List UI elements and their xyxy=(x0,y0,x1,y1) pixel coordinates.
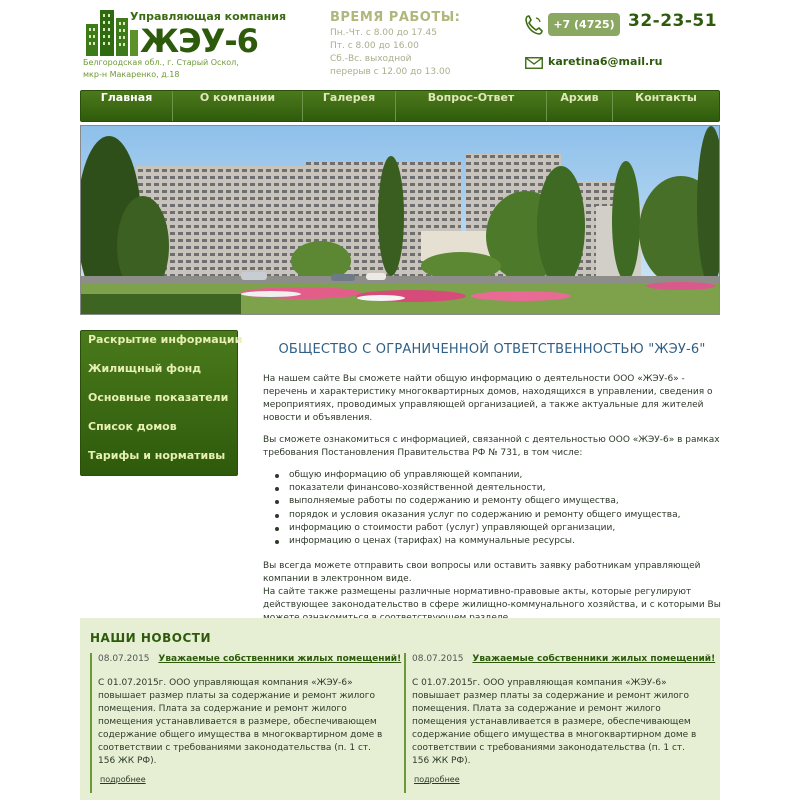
nav-item-archive[interactable]: Архив xyxy=(547,91,613,121)
intro-paragraph: На нашем сайте Вы сможете найти общую информацию о деятельности ООО «ЖЭУ-6» - перечень и характеристику многоквартирных домов, находящихся в управлении, сведения о мероприятиях, проводимых управляющей организацией, а также актуальные для жителей новости и объявления. xyxy=(263,374,713,423)
phone-code[interactable]: +7 (4725) xyxy=(548,13,620,36)
sidebar-item-key-indicators[interactable]: Основные показатели xyxy=(88,391,229,404)
news-title: НАШИ НОВОСТИ xyxy=(90,631,212,645)
info-list xyxy=(275,469,721,548)
logo-caption: Управляющая компания xyxy=(130,10,287,23)
news-section xyxy=(80,618,720,800)
legal-paragraph: На сайте также размещены различные нормативно-правовые акты, которые регулируют действующее законодательство в сфере жилищно-коммунального хозяйства, и с которыми Вы xyxy=(263,587,721,611)
read-more-link[interactable]: подробнее xyxy=(414,775,460,784)
news-headline-link[interactable]: Уважаемые собственники жилых помещений! xyxy=(472,654,716,664)
list-item: показатели финансово-хозяйственной деятельности, xyxy=(275,482,721,495)
banner-photo xyxy=(80,125,720,315)
news-item xyxy=(90,653,402,793)
nav-item-faq[interactable]: Вопрос-Ответ xyxy=(396,91,547,121)
working-hours-line: Пт. с 8.00 до 16.00 xyxy=(330,41,419,51)
phone-number[interactable]: 32-23-51 xyxy=(628,11,718,31)
address: Белгородская обл., г. Старый Оскол, мкр-н Макаренко, д.18 xyxy=(83,58,239,79)
city-buildings-image xyxy=(81,126,720,315)
sidebar-item-housing-stock[interactable]: Жилищный фонд xyxy=(88,362,202,375)
phone-icon xyxy=(524,14,544,36)
logo-name: ЖЭУ-6 xyxy=(140,22,258,60)
working-hours-line: перерыв с 12.00 до 13.00 xyxy=(330,67,451,77)
list-item: информацию о стоимости работ (услуг) управляющей организации, xyxy=(275,522,721,535)
sidebar-item-house-list[interactable]: Список домов xyxy=(88,420,177,433)
news-date: 08.07.2015 xyxy=(98,654,150,664)
nav-item-home[interactable]: Главная xyxy=(81,91,173,121)
news-header xyxy=(412,653,716,665)
logo[interactable] xyxy=(84,6,287,62)
nav-item-contacts[interactable]: Контакты xyxy=(635,91,697,104)
list-item: порядок и условия оказания услуг по содержанию и ремонту общего имущества, xyxy=(275,509,721,522)
nav-item-gallery[interactable]: Галерея xyxy=(303,91,396,121)
working-hours-line: Пн.-Чт. с 8.00 до 17.45 xyxy=(330,28,437,38)
envelope-icon xyxy=(525,57,543,69)
list-item: выполняемые работы по содержанию и ремонту общего имущества, xyxy=(275,495,721,508)
page-title: ОБЩЕСТВО С ОГРАНИЧЕННОЙ ОТВЕТСТВЕННОСТЬЮ "ЖЭУ-6" xyxy=(278,342,706,357)
main-nav xyxy=(80,90,720,122)
working-hours-line: Сб.-Вс. выходной xyxy=(330,54,412,64)
contact-paragraph: Вы всегда можете отправить свои вопросы или оставить заявку работникам управляющей компании в электронном виде. xyxy=(263,561,701,585)
nav-item-about[interactable]: О компании xyxy=(173,91,303,121)
news-text: С 01.07.2015г. ООО управляющая компания «ЖЭУ-6» повышает размер платы за содержание и ремонт жилого помещения. Плата за содержание и ремонт жилого помещения устанавливается в размере, обеспечивающем содержание общего имущества в многоквартирном доме в соответствии с требованиями законодательства (п. 1 ст. 156 ЖК РФ). xyxy=(98,678,383,766)
list-item: информацию о ценах (тарифах) на коммунальные ресурсы. xyxy=(275,535,721,548)
sidebar-item-disclosure[interactable]: Раскрытие информации xyxy=(88,333,243,346)
news-header xyxy=(98,653,402,665)
working-hours-title: ВРЕМЯ РАБОТЫ: xyxy=(330,10,461,25)
list-item: общую информацию об управляющей компании, xyxy=(275,469,721,482)
sidebar-item-tariffs[interactable]: Тарифы и нормативы xyxy=(88,449,226,462)
news-headline-link[interactable]: Уважаемые собственники жилых помещений! xyxy=(158,654,402,664)
news-item xyxy=(404,653,716,793)
sidebar-menu xyxy=(80,330,243,476)
main-content xyxy=(263,342,721,634)
news-date: 08.07.2015 xyxy=(412,654,464,664)
read-more-link[interactable]: подробнее xyxy=(100,775,146,784)
email-link[interactable]: karetina6@mail.ru xyxy=(548,55,663,68)
news-text: С 01.07.2015г. ООО управляющая компания «ЖЭУ-6» повышает размер платы за содержание и ремонт жилого помещения. Плата за содержание и ремонт жилого помещения устанавливается в размере, обеспечивающем содержание общего имущества в многоквартирном доме в соответствии с требованиями законодательства (п. 1 ст. 156 ЖК РФ). xyxy=(412,678,697,766)
info-paragraph: Вы сможете ознакомиться с информацией, связанной с деятельностью ООО «ЖЭУ-6» в рамках требования Постановления Правительства РФ № 731, в том числе: xyxy=(263,435,720,458)
working-hours xyxy=(330,10,500,79)
